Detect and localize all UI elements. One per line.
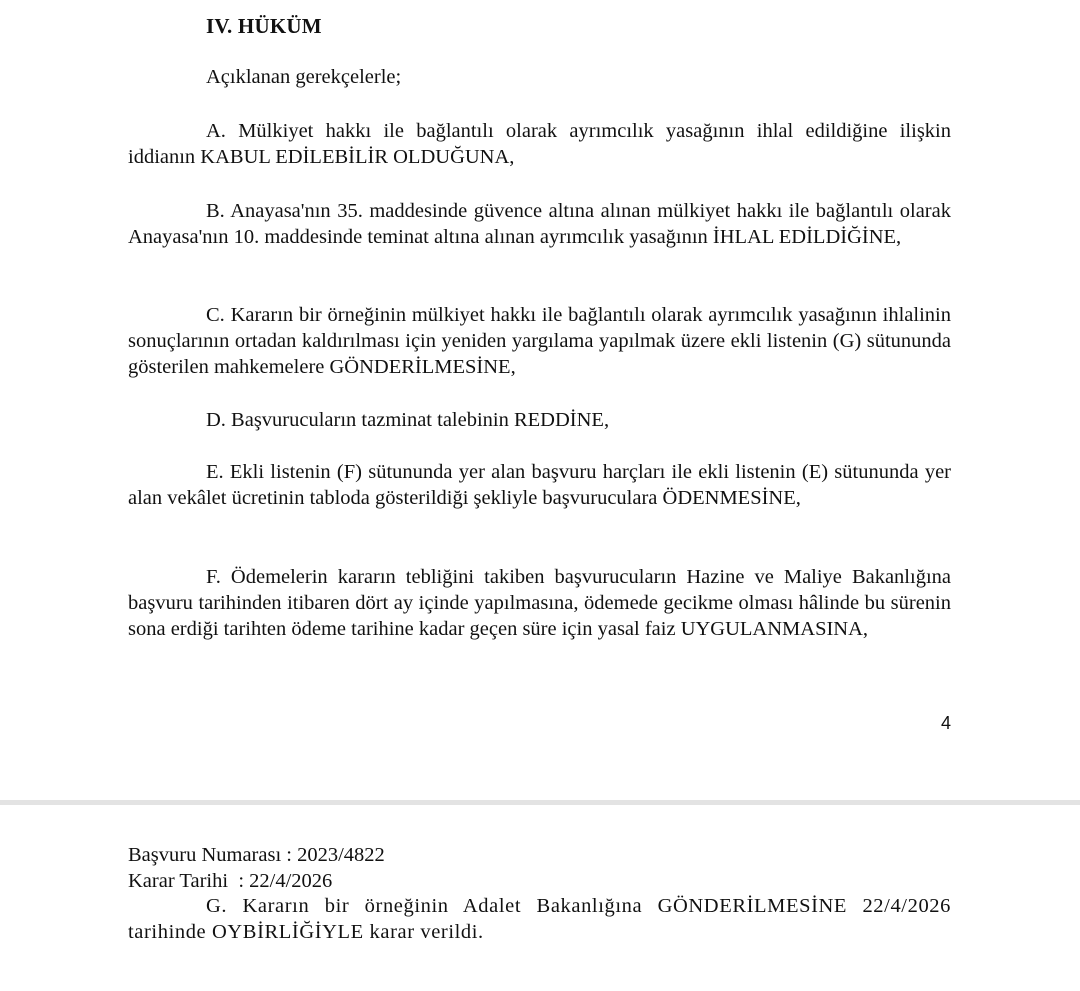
paragraph-b: B. Anayasa'nın 35. maddesinde güvence altına alınan mülkiyet hakkı ile bağlantılı olarak Anayasa'nın 10. maddesinde teminat altına alınan ayrımcılık yasağının İHLAL EDİLDİĞİNE, <box>128 200 951 248</box>
section-heading: IV. HÜKÜM <box>206 14 322 38</box>
application-number: Başvuru Numarası : 2023/4822 <box>128 844 385 866</box>
paragraph-e: E. Ekli listenin (F) sütununda yer alan başvuru harçları ile ekli listenin (E) sütununda yer alan vekâlet ücretinin tabloda gösterildiği şekliyle başvuruculara ÖDENMESİNE, <box>128 461 951 509</box>
paragraph-a: A. Mülkiyet hakkı ile bağlantılı olarak ayrımcılık yasağının ihlal edildiğine ilişkin iddianın KABUL EDİLEBİLİR OLDUĞUNA, <box>128 120 951 168</box>
final-paragraph: G. Kararın bir örneğinin Adalet Bakanlığına GÖNDERİLMESİNE 22/4/2026 tarihinde OYBİRLİĞİYLE karar verildi. <box>128 895 951 943</box>
decision-date: Karar Tarihi : 22/4/2026 <box>128 870 333 892</box>
paragraph-d: D. Başvurucuların tazminat talebinin REDDİNE, <box>206 409 610 431</box>
page-number: 4 <box>940 713 951 733</box>
next-page <box>0 805 1080 991</box>
paragraph-c: C. Kararın bir örneğinin mülkiyet hakkı ile bağlantılı olarak ayrımcılık yasağının ihlalinin sonuçlarının ortadan kaldırılması için yeniden yargılama yapılmak üzere ekli listenin (G) sütununda gösterilen mahkemelere GÖNDERİLMESİNE, <box>128 304 951 378</box>
intro-line: Açıklanan gerekçelerle; <box>206 66 402 88</box>
paragraph-f: F. Ödemelerin kararın tebliğini takiben başvurucuların Hazine ve Maliye Bakanlığına başvuru tarihinden itibaren dört ay içinde yapılmasına, ödemede gecikme olması hâlinde bu sürenin sona erdiği tarihten ödeme tarihine kadar geçen süre için yasal faiz UYGULANMASINA, <box>128 566 951 640</box>
